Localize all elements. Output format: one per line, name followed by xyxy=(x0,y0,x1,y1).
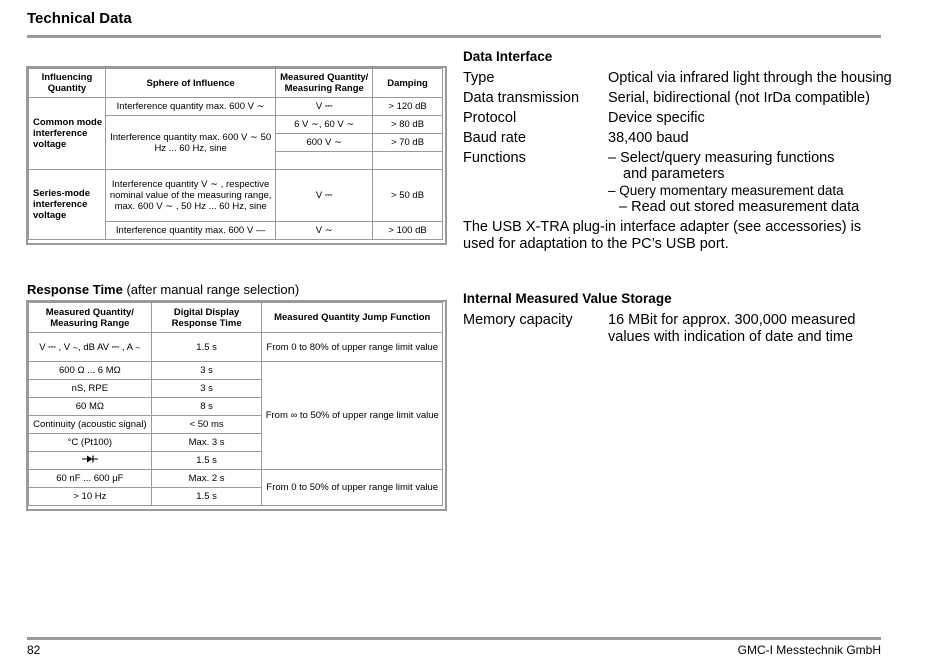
influence-table xyxy=(28,68,443,240)
function-item: – Query momentary measurement data xyxy=(608,183,844,198)
measured-cell: 600 Ω ... 6 MΩ xyxy=(29,362,152,380)
spec-label: Protocol xyxy=(463,110,517,126)
spec-value: Serial, bidirectional (not IrDa compatible) xyxy=(608,90,870,106)
damping-cell: > 100 dB xyxy=(373,222,443,240)
range-cell: 6 V ∼, 60 V ∼ xyxy=(276,116,373,134)
spec-value: Device specific xyxy=(608,110,705,126)
data-interface-title: Data Interface xyxy=(463,49,553,64)
common-mode-label: Common mode interference voltage xyxy=(29,98,106,170)
col-header-range: Measured Quantity/ Measuring Range xyxy=(276,69,373,98)
time-cell: 1.5 s xyxy=(151,452,262,470)
page-title: Technical Data xyxy=(27,10,132,27)
jump-cell: From ∞ to 50% of upper range limit value xyxy=(262,362,443,470)
col-header-digital: Digital Display Response Time xyxy=(151,303,262,333)
spec-value: 38,400 baud xyxy=(608,130,689,146)
sphere-cell: Interference quantity max. 600 V — xyxy=(105,222,275,240)
col-header-sphere: Sphere of Influence xyxy=(105,69,275,98)
empty-cell xyxy=(276,152,373,170)
adapter-text: The USB X-TRA plug-in interface adapter (see accessories) is used for adaptation to the PC’s USB port. xyxy=(463,219,862,252)
function-item: and parameters xyxy=(623,166,725,182)
function-item: – Read out stored measurement data xyxy=(619,199,860,215)
time-cell: 3 s xyxy=(151,380,262,398)
time-cell: 1.5 s xyxy=(151,333,262,362)
bottom-rule xyxy=(27,637,881,640)
damping-cell: > 80 dB xyxy=(373,116,443,134)
response-title-rest: (after manual range selection) xyxy=(122,282,300,297)
diode-cell xyxy=(29,452,152,470)
sphere-cell: Interference quantity V ∼ , respective nominal value of the measuring range, max. 600 V ∼ , 50 Hz ... 60 Hz, sine xyxy=(105,170,275,222)
functions-label: Functions xyxy=(463,150,526,166)
measured-cell: 60 MΩ xyxy=(29,398,152,416)
time-cell: < 50 ms xyxy=(151,416,262,434)
time-cell: 1.5 s xyxy=(151,488,262,506)
measured-cell: nS, RPE xyxy=(29,380,152,398)
spec-label: Type xyxy=(463,70,495,86)
jump-cell: From 0 to 80% of upper range limit value xyxy=(262,333,443,362)
response-table xyxy=(28,302,443,506)
spec-label: Baud rate xyxy=(463,130,526,146)
measured-cell: 60 nF ... 600 μF xyxy=(29,470,152,488)
response-title-bold: Response Time xyxy=(27,282,123,297)
memory-label: Memory capacity xyxy=(463,312,573,328)
series-mode-label: Series-mode interference voltage xyxy=(29,170,106,240)
top-rule xyxy=(27,35,881,38)
measured-cell: °C (Pt100) xyxy=(29,434,152,452)
sphere-cell: Interference quantity max. 600 V ∼ 50 Hz ... 60 Hz, sine xyxy=(105,116,275,170)
storage-title: Internal Measured Value Storage xyxy=(463,291,672,306)
spec-value: Optical via infrared light through the housing xyxy=(608,70,892,86)
col-header-influencing: Influencing Quantity xyxy=(29,69,106,98)
range-cell: V ⎓ xyxy=(276,98,373,116)
damping-cell: > 120 dB xyxy=(373,98,443,116)
col-header-jump: Measured Quantity Jump Function xyxy=(262,303,443,333)
time-cell: 3 s xyxy=(151,362,262,380)
time-cell: Max. 3 s xyxy=(151,434,262,452)
damping-cell: > 50 dB xyxy=(373,170,443,222)
response-title xyxy=(27,282,299,297)
col-header-damping: Damping xyxy=(373,69,443,98)
range-cell: V ⎓ xyxy=(276,170,373,222)
diode-icon xyxy=(82,455,98,463)
measured-cell: Continuity (acoustic signal) xyxy=(29,416,152,434)
memory-value: 16 MBit for approx. 300,000 measured values with indication of date and time xyxy=(608,312,856,345)
measured-cell: > 10 Hz xyxy=(29,488,152,506)
range-cell: 600 V ∼ xyxy=(276,134,373,152)
time-cell: Max. 2 s xyxy=(151,470,262,488)
page-number: 82 xyxy=(27,643,41,657)
col-header-measured: Measured Quantity/ Measuring Range xyxy=(29,303,152,333)
range-cell: V ∼ xyxy=(276,222,373,240)
measured-cell: V ⎓ , V ∼, dB AV ⎓ , A ∼ xyxy=(29,333,152,362)
function-item: – Select/query measuring functions xyxy=(608,150,835,166)
time-cell: 8 s xyxy=(151,398,262,416)
jump-cell: From 0 to 50% of upper range limit value xyxy=(262,470,443,506)
spec-label: Data transmission xyxy=(463,90,580,106)
sphere-cell: Interference quantity max. 600 V ∼ xyxy=(105,98,275,116)
empty-cell xyxy=(373,152,443,170)
company-name: GMC-I Messtechnik GmbH xyxy=(737,643,881,657)
damping-cell: > 70 dB xyxy=(373,134,443,152)
